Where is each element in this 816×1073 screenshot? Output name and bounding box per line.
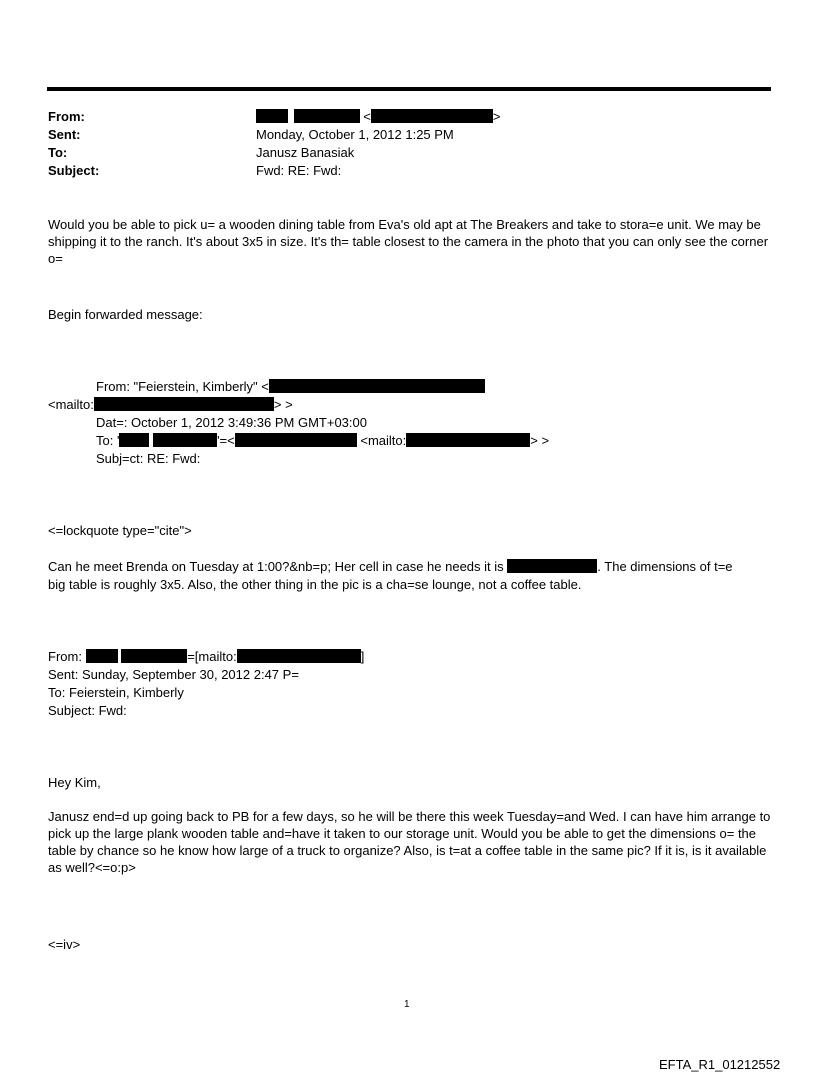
redaction-bar: [256, 109, 288, 123]
quote-text: Can he meet Brenda on Tuesday at 1:00?&nb=p; Her cell in case he needs it is: [48, 559, 504, 574]
redaction-bar: [269, 379, 485, 393]
message-paragraph: Janusz end=d up going back to PB for a few days, so he will be there this week Tuesday=and Wed. I can have him arrange to pick up the large plank wooden table and=have it taken to our storage unit. Would you be able to get the dimensions o= the table by chance so he know how large of a truck to organize? Also, is t=at a coffee table in the same pic? If it is, is it available as well?<=o:p>: [48, 809, 771, 875]
inner-from-line: [48, 648, 364, 665]
closing-tag: <=iv>: [48, 937, 81, 952]
fwd-subject-line: Subj=ct: RE: Fwd:: [96, 451, 201, 466]
from-label: From:: [48, 109, 85, 124]
body-paragraph: Would you be able to pick u= a wooden dining table from Eva's old apt at The Breakers and take to stora=e unit. We may be shipping it to the ranch. It's about 3x5 in size. It's th= table closest to the camera in the photo that you can only see the corner o=: [48, 217, 769, 266]
fwd-from-text: From: "Feierstein, Kimberly" <: [96, 379, 269, 394]
fwd-mailto-text: <mailto:: [48, 397, 94, 412]
redaction-bar: [406, 433, 530, 447]
quote-text-tail: . The dimensions of t=e: [597, 559, 733, 574]
fwd-to-suffix: > >: [530, 433, 550, 448]
quote-line-1: [48, 558, 733, 575]
inner-from-text: From:: [48, 649, 82, 664]
fwd-mailto-suffix: > >: [273, 397, 293, 412]
to-label: To:: [48, 145, 68, 160]
blockquote-tag: <=lockquote type="cite">: [48, 523, 192, 538]
redaction-bar: [94, 397, 274, 411]
from-open-bracket: <: [363, 109, 371, 124]
subject-value: Fwd: RE: Fwd:: [256, 163, 342, 178]
fwd-to-mailto: <mailto:: [360, 433, 407, 448]
fwd-to-line: [96, 432, 549, 449]
fwd-to-text: To: ': [96, 433, 120, 448]
redaction-bar: [237, 649, 361, 663]
redaction-bar: [507, 559, 597, 573]
inner-from-mailto: =[mailto:: [187, 649, 237, 664]
subject-label: Subject:: [48, 163, 100, 178]
greeting: Hey Kim,: [48, 775, 101, 790]
sent-value: Monday, October 1, 2012 1:25 PM: [256, 127, 454, 142]
inner-subject-line: Subject: Fwd:: [48, 703, 127, 718]
begin-forwarded-text: Begin forwarded message:: [48, 307, 203, 322]
to-value: Janusz Banasiak: [256, 145, 355, 160]
fwd-mailto-line: [48, 396, 293, 413]
redaction-bar: [371, 109, 493, 123]
redaction-bar: [121, 649, 187, 663]
redaction-bar: [294, 109, 360, 123]
redaction-bar: [86, 649, 118, 663]
from-close-bracket: >: [492, 109, 501, 124]
quote-line-2: big table is roughly 3x5. Also, the other thing in the pic is a cha=se lounge, not a coffee table.: [48, 577, 582, 592]
redaction-bar: [153, 433, 217, 447]
document-id: EFTA_R1_01212552: [659, 1057, 781, 1072]
inner-from-suffix: ]: [360, 649, 365, 664]
fwd-from-line: [96, 378, 485, 395]
from-value: [256, 108, 500, 125]
fwd-date-line: Dat=: October 1, 2012 3:49:36 PM GMT+03:00: [96, 415, 367, 430]
redaction-bar: [119, 433, 149, 447]
fwd-to-mid: '=<: [217, 433, 235, 448]
redaction-bar: [235, 433, 357, 447]
inner-to-line: To: Feierstein, Kimberly: [48, 685, 184, 700]
header-rule: [47, 87, 771, 91]
inner-sent-line: Sent: Sunday, September 30, 2012 2:47 P=: [48, 667, 299, 682]
page-number: 1: [404, 999, 410, 1010]
sent-label: Sent:: [48, 127, 81, 142]
